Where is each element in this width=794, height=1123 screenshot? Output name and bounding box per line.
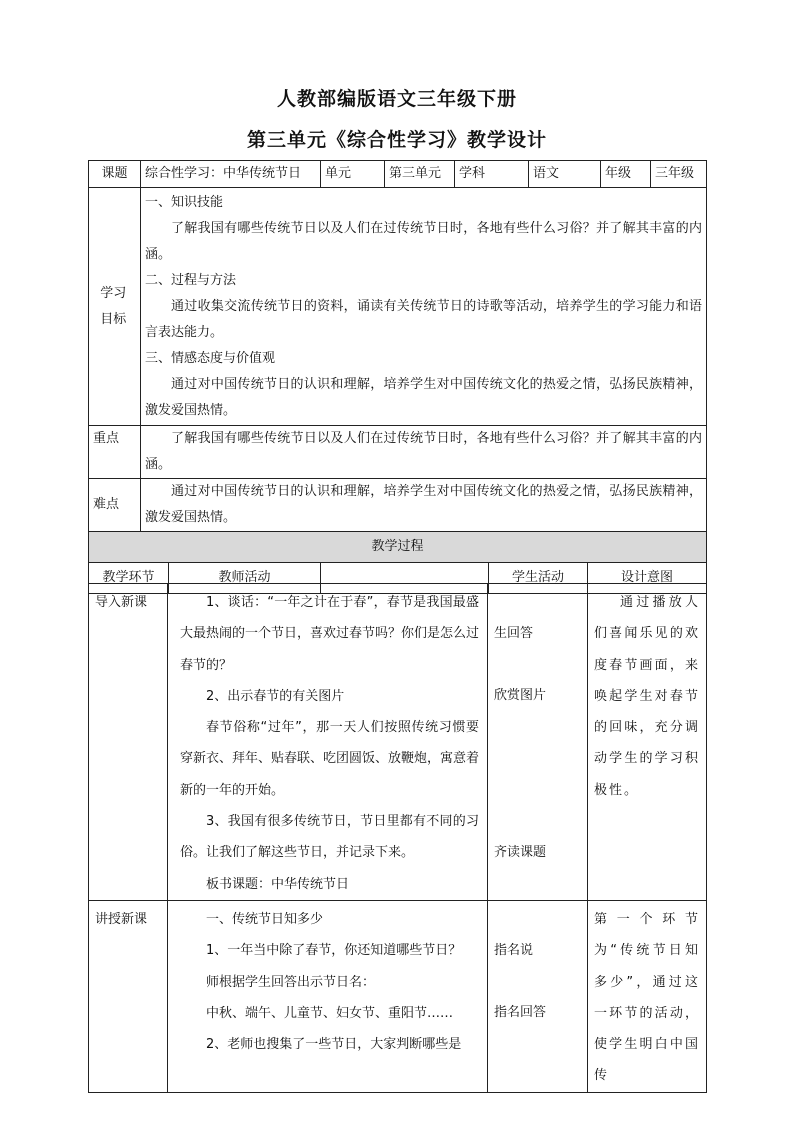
unit-label: 单元 [321, 161, 385, 188]
new-student-1: 指名说 [494, 942, 534, 958]
process-header: 教学过程 [89, 532, 707, 563]
objective-heading-1: 一、知识技能 [145, 195, 224, 210]
grade-value: 三年级 [651, 161, 707, 188]
col-student-header: 学生活动 [511, 570, 564, 585]
objectives-content [141, 188, 707, 426]
intro-teacher-2: 2、出示春节的有关图片 [206, 688, 345, 704]
key-point-label: 重点 [89, 426, 141, 479]
objective-heading-3: 三、情感态度与价值观 [145, 351, 276, 366]
subject-value: 语文 [529, 161, 601, 188]
new-teacher-1: 一、传统节日知多少 [206, 911, 324, 927]
info-row [89, 161, 707, 188]
difficulty-row [89, 479, 707, 532]
col-teacher-header: 教师活动 [218, 570, 271, 585]
document-title: 人教部编版语文三年级下册 [276, 88, 517, 110]
intro-teacher-5: 板书课题：中华传统节日 [206, 876, 350, 892]
objective-heading-2: 二、过程与方法 [145, 273, 237, 288]
document-subtitle: 第三单元《综合性学习》教学设计 [246, 129, 547, 151]
process-header-row [89, 532, 707, 563]
teacher-activity-intro [168, 584, 488, 901]
new-teacher-4: 中秋、端午、儿童节、妇女节、重阳节…… [206, 1005, 454, 1021]
process-row-new [89, 900, 707, 1092]
subject-label: 学科 [455, 161, 529, 188]
objective-body-2: 通过收集交流传统节日的资料，诵读有关传统节日的诗歌等活动，培养学生的学习能力和语言表达能力。 [145, 299, 702, 340]
design-intent-intro: 通过播放人们喜闻乐见的欢度春节画面，来唤起学生对春节的回味，充分调动学生的学习积极性。 [588, 584, 707, 901]
difficulty-text: 通过对中国传统节日的认识和理解，培养学生对中国传统文化的热爱之情，弘扬民族精神，激发爱国热情。 [141, 479, 707, 532]
new-student-2: 指名回答 [494, 1005, 547, 1021]
col-intent-header: 设计意图 [620, 570, 673, 585]
objective-body-3: 通过对中国传统节日的认识和理解，培养学生对中国传统文化的热爱之情，弘扬民族精神，激发爱国热情。 [145, 377, 702, 418]
col-stage-header: 教学环节 [102, 570, 155, 585]
design-intent-new: 第一个环节为“传统节日知多少”，通过这一环节的活动，使学生明白中国传 [588, 900, 707, 1092]
objectives-label: 学习目标 [89, 188, 141, 426]
objectives-row [89, 188, 707, 426]
key-point-text: 了解我国有哪些传统节日以及人们在过传统节日时，各地有些什么习俗？并了解其丰富的内涵。 [141, 426, 707, 479]
intro-teacher-1: 1、谈话：“一年之计在于春”，春节是我国最盛大最热闹的一个节日，喜欢过春节吗？你们是怎么过春节的？ [180, 595, 480, 673]
teacher-activity-new [168, 900, 488, 1092]
topic-label: 课题 [89, 161, 141, 188]
new-teacher-3: 师根据学生回答出示节日名： [206, 974, 376, 990]
intro-student-1: 生回答 [494, 626, 534, 641]
lesson-plan-table [88, 160, 707, 594]
process-body-table [88, 583, 707, 1093]
objective-body-1: 了解我国有哪些传统节日以及人们在过传统节日时，各地有些什么习俗？并了解其丰富的内涵。 [145, 221, 702, 262]
difficulty-label: 难点 [89, 479, 141, 532]
intro-teacher-3: 春节俗称“过年”，那一天人们按照传统习惯要穿新衣、拜年、贴春联、吃团圆饭、放鞭炮，寓意着新的一年的开始。 [180, 720, 480, 798]
student-activity-intro [488, 584, 588, 901]
unit-value: 第三单元 [385, 161, 455, 188]
process-row-intro [89, 584, 707, 901]
student-activity-new [488, 900, 588, 1092]
topic-value: 综合性学习：中华传统节日 [141, 161, 321, 188]
grade-label: 年级 [601, 161, 651, 188]
stage-new: 讲授新课 [89, 900, 168, 1092]
intro-teacher-4: 3、我国有很多传统节日，节日里都有不同的习俗。让我们了解这些节日，并记录下来。 [180, 814, 479, 861]
intro-student-3: 齐读课题 [494, 844, 547, 860]
intro-student-2: 欣赏图片 [494, 688, 547, 704]
new-teacher-5: 2、老师也搜集了一些节日，大家判断哪些是 [206, 1037, 462, 1053]
key-point-row [89, 426, 707, 479]
new-teacher-2: 1、一年当中除了春节，你还知道哪些节日？ [206, 943, 462, 959]
stage-intro: 导入新课 [89, 584, 168, 901]
